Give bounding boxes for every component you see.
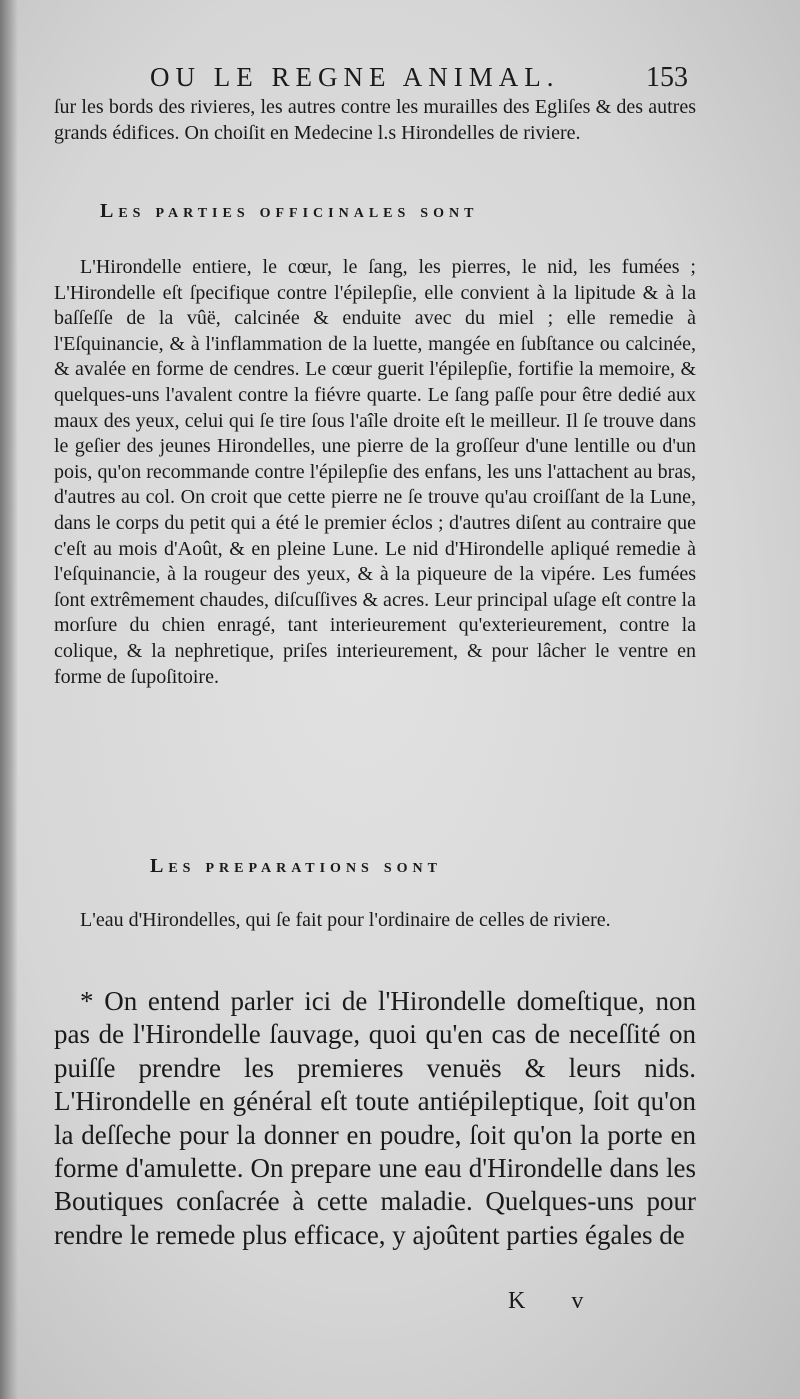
heading-preparations: Les preparations sont xyxy=(150,855,442,877)
signature-mark: K v xyxy=(508,1288,604,1314)
preparations-paragraph: L'eau d'Hirondelles, qui ſe fait pour l'ordinaire de celles de riviere. xyxy=(80,909,611,931)
heading-officinal-parts: Les parties officinales sont xyxy=(100,200,479,222)
page-gutter-shadow xyxy=(0,0,18,1399)
officinal-parts-paragraph: L'Hirondelle entiere, le cœur, le ſang, les pierres, le nid, les fumées ; L'Hirondelle eſt ſpecifique contre l'épilepſie, elle convient à la lipitude & à la baſſeſſe de la vûë, calcinée & enduite avec du miel ; elle remedie à l'Eſquinancie, & à l'inflammation de la luette, mangée en ſubſtance ou calcinée, & avalée en forme de cendres. Le cœur guerit l'épilepſie, fortifie la memoire, & quelques-uns l'avalent contre la fiévre quarte. Le ſang paſſe pour être dedié aux maux des yeux, celui qui ſe tire ſous l'aîle droite eſt le meilleur. Il ſe trouve dans le geſier des jeunes Hirondelles, une pierre de la groſſeur d'une lentille ou d'un pois, qu'on recommande contre l'épilepſie des enfans, les uns l'attachent au bras, d'autres au col. On croit que cette pierre ne ſe trouve qu'au croiſſant de la Lune, dans le corps du petit qui a été le premier éclos ; d'autres diſent au contraire que c'eſt au mois d'Août, & en pleine Lune. Le nid d'Hirondelle apliqué remedie à l'eſquinancie, à la rougeur des yeux, & à la piqueure de la vipére. Les fumées ſont extrêmement chaudes, diſcuſſives & acres. Leur principal uſage eſt contre la morſure du chien enragé, tant interieurement qu'exterieurement, contre la colique, & la nephretique, priſes interieurement, & pour lâcher le ventre en forme de ſupoſitoire. xyxy=(54,256,696,688)
running-title: OU LE REGNE ANIMAL. xyxy=(150,62,560,92)
page-header xyxy=(150,58,750,96)
continuation-paragraph: ſur les bords des rivieres, les autres contre les murailles des Egliſes & des autres grands édifices. On choiſit en Medecine l.s Hirondelles de riviere. xyxy=(54,96,696,144)
footnote-paragraph: * On entend parler ici de l'Hirondelle domeſtique, non pas de l'Hirondelle ſauvage, quoi qu'en cas de neceſſité on puiſſe prendre les premieres venuës & leurs nids. L'Hirondelle en général eſt toute antiépileptique, ſoit qu'on la deſſeche pour la donner en poudre, ſoit qu'on la porte en forme d'amulette. On prepare une eau d'Hirondelle dans les Boutiques conſacrée à cette maladie. Quelques-uns pour rendre le remede plus efficace, y ajoûtent parties égales de xyxy=(54,986,696,1250)
page-number: 153 xyxy=(646,62,688,93)
